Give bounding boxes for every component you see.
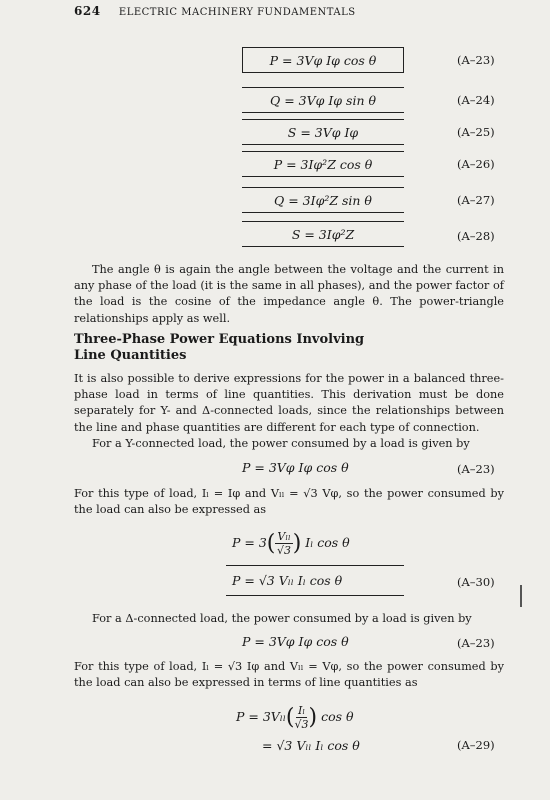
equation-number: (A–23) [457, 53, 495, 67]
paragraph-delta-load: For a Δ-connected load, the power consumed by a load is given by [92, 612, 472, 625]
equation-delta-phase: P = 3Vφ Iφ cos θ [242, 634, 349, 649]
equation-suffix: cos θ [321, 709, 354, 724]
left-paren: ( [266, 531, 276, 556]
paragraph-y-relation: For this type of load, Iₗ = Iφ and Vₗₗ = √3 Vφ, so the power consumed by the load can also be expressed as [74, 487, 504, 517]
equation-box-a28: S = 3Iφ²Z [242, 221, 404, 247]
equation-number: (A–26) [457, 157, 495, 171]
equation-box-a27: Q = 3Iφ²Z sin θ [242, 187, 404, 213]
paragraph-intro: It is also possible to derive expressions for the power in a balanced three-phase load in terms of line quantities. This derivation must be done separately for Y- and Δ-connected loads, since the relationships between the line and phase quantities are different for each type of connection. [74, 372, 504, 434]
equation-number: (A–28) [457, 229, 495, 243]
equation-delta-substitution [236, 704, 354, 731]
left-paren: ( [285, 705, 295, 730]
equation-y-line: P = √3 Vₗₗ Iₗ cos θ [232, 573, 343, 588]
fraction-denominator: √3 [294, 718, 309, 731]
paragraph-delta-relation: For this type of load, Iₗ = √3 Iφ and Vₗₗ = Vφ, so the power consumed by the load can also be expressed in terms of line quantities as [74, 660, 504, 690]
equation-box-a24: Q = 3Vφ Iφ sin θ [242, 87, 404, 113]
box-rule [226, 595, 404, 596]
equation-prefix: P = 3Vₗₗ [236, 709, 286, 724]
equation-number: (A–23) [457, 636, 495, 650]
section-heading [74, 332, 504, 364]
section-heading-line1: Three-Phase Power Equations Involving [74, 332, 365, 347]
equation-number: (A–25) [457, 125, 495, 139]
equation-box-a26: P = 3Iφ²Z cos θ [242, 151, 404, 177]
fraction [294, 704, 308, 731]
running-title: ELECTRIC MACHINERY FUNDAMENTALS [118, 7, 356, 18]
page-number: 624 [74, 4, 101, 18]
equation-delta-line: = √3 Vₗₗ Iₗ cos θ [262, 738, 360, 753]
equation-box-a23: P = 3Vφ Iφ cos θ [242, 47, 404, 73]
equation-number: (A–29) [457, 738, 495, 752]
fraction-numerator: Vₗₗ [277, 530, 291, 543]
equation-number: (A–27) [457, 193, 495, 207]
fraction-denominator: √3 [277, 544, 292, 557]
paragraph-angle: The angle θ is again the angle between the voltage and the current in any phase of the load (it is the same in all phases), and the power factor of the load is the cosine of the impedance angle θ. The power-triangle relationships apply as well. [74, 263, 504, 325]
fraction [275, 530, 292, 557]
section-heading-line2: Line Quantities [74, 348, 187, 363]
equation-y-substitution [232, 530, 350, 557]
equation-box-a25: S = 3Vφ Iφ [242, 119, 404, 145]
margin-mark [520, 585, 522, 607]
right-paren: ) [292, 531, 302, 556]
equation-suffix: Iₗ cos θ [305, 535, 350, 550]
paragraph-y-load: For a Y-connected load, the power consumed by a load is given by [92, 437, 470, 450]
equation-number: (A–30) [457, 575, 495, 589]
box-rule [226, 565, 404, 566]
running-header [74, 4, 356, 18]
fraction-numerator: Iₗ [297, 704, 305, 717]
equation-y-phase: P = 3Vφ Iφ cos θ [242, 460, 349, 475]
equation-prefix: P = 3 [232, 535, 267, 550]
equation-number: (A–24) [457, 93, 495, 107]
equation-number: (A–23) [457, 462, 495, 476]
right-paren: ) [308, 705, 318, 730]
